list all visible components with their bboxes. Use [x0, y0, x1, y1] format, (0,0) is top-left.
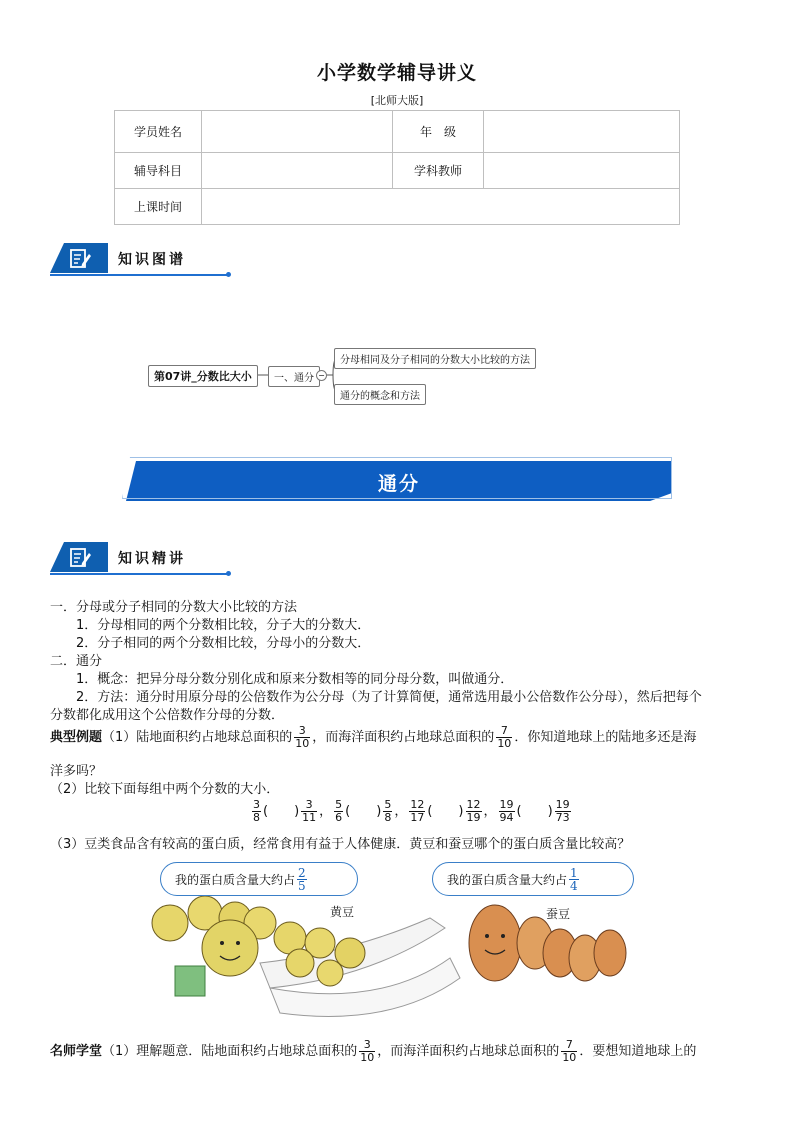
- example-two: （2）比较下面每组中两个分数的大小．: [50, 782, 280, 797]
- notepad-pencil-icon: [68, 545, 92, 569]
- class-time-label: 上课时间: [115, 189, 202, 225]
- fraction: $\frac{1}{4}$: [570, 865, 578, 893]
- section-header-knowledge-explain: [50, 542, 230, 576]
- edition-label: [北师大版]: [370, 94, 424, 107]
- section-underline: [50, 573, 228, 575]
- concept-text: 1．概念：把异分母分数分别化成和原来分数相等的同分母分数，叫做通分．: [76, 672, 514, 687]
- section-title: 知识图谱: [118, 252, 186, 268]
- broadbean-speech-bubble: 我的蛋白质含量大约占 $\frac{1}{4}$: [432, 862, 634, 896]
- fraction: $\frac{3}{11}$: [302, 798, 317, 824]
- fraction: $\frac{12}{17}$: [410, 798, 425, 824]
- subject-label: 辅导科目: [115, 153, 202, 189]
- example-label: 典型例题: [50, 730, 103, 745]
- fraction: $\frac{19}{94}$: [499, 798, 514, 824]
- section-underline-dot: [226, 571, 231, 576]
- banner-title: 通分: [377, 473, 420, 495]
- mindmap-branch-node: 一、通分: [268, 366, 320, 387]
- page-title: 小学数学辅导讲义: [316, 62, 477, 84]
- teacher-label: 学科教师: [393, 153, 484, 189]
- grade-label: 年 级: [393, 111, 484, 153]
- mindmap-leaf-node: 分母相同及分子相同的分数大小比较的方法: [334, 348, 536, 369]
- method-text-cont: 分数都化成用这个公倍数作分母的分数．: [50, 708, 285, 723]
- rule-same-numerator: 2．分子相同的两个分数相比较，分母小的分数大．: [76, 636, 371, 651]
- fraction: $\frac{12}{19}$: [466, 798, 481, 824]
- beans-illustration: [150, 858, 640, 1028]
- heading-one: 一．分母或分子相同的分数大小比较的方法: [50, 600, 298, 615]
- fraction: $\frac{19}{73}$: [555, 798, 570, 824]
- mindmap-leaf-node: 通分的概念和方法: [334, 384, 426, 405]
- banner-outline: [122, 457, 672, 499]
- student-name-label: 学员姓名: [115, 111, 202, 153]
- mindmap-root-node: 第07讲_分数比大小: [148, 365, 258, 387]
- fraction: $\frac{7}{10}$: [562, 1038, 577, 1064]
- fraction: $\frac{7}{10}$: [497, 724, 512, 750]
- example-one: 典型例题（1）陆地面积约占地球总面积的 $\frac{3}{10}$ ，而海洋面积约占地球总面积的 $\frac{7}{10}$ ．你知道地球上的陆地多还是海: [50, 724, 697, 750]
- example-one-cont: 洋多吗？: [50, 764, 103, 779]
- fraction: $\frac{3}{10}$: [295, 724, 310, 750]
- teacher-label: 名师学堂: [50, 1044, 103, 1059]
- soybean-label: 黄豆: [330, 905, 355, 919]
- fraction: $\frac{3}{10}$: [360, 1038, 375, 1064]
- method-text: 2．方法：通分时用原分母的公倍数作为公分母（为了计算简便，通常选用最小公倍数作公分母），然后把每个: [76, 690, 702, 705]
- fraction: $\frac{5}{6}$: [335, 798, 343, 824]
- fraction: $\frac{5}{8}$: [384, 798, 392, 824]
- fraction-comparison-row: $\frac{3}{8}$ ( ) $\frac{3}{11}$ ， $\frac{5}{6}$ ( ) $\frac{5}{8}$ ， $\frac{12}{17}$ ( ) $\frac{12}{19}$ ， $\frac{19}{94}$ ( ) $\frac{19}{73}$: [253, 798, 570, 824]
- rule-same-denominator: 1．分母相同的两个分数相比较，分子大的分数大．: [76, 618, 371, 633]
- soybean-speech-bubble: 我的蛋白质含量大约占 $\frac{2}{5}$: [160, 862, 358, 896]
- section-title: 知识精讲: [118, 551, 186, 567]
- example-three: （3）豆类食品含有较高的蛋白质，经常食用有益于人体健康．黄豆和蚕豆哪个的蛋白质含量比较高？: [50, 837, 631, 852]
- broadbean-label: 蚕豆: [546, 907, 571, 921]
- heading-two: 二．通分: [50, 654, 103, 669]
- fraction: $\frac{2}{5}$: [298, 865, 306, 893]
- fraction: $\frac{3}{8}$: [253, 798, 260, 824]
- teacher-section: 名师学堂（1）理解题意．陆地面积约占地球总面积的 $\frac{3}{10}$ ，而海洋面积约占地球总面积的 $\frac{7}{10}$ ．要想知道地球上的: [50, 1038, 697, 1064]
- collapse-toggle-icon[interactable]: −: [316, 370, 327, 381]
